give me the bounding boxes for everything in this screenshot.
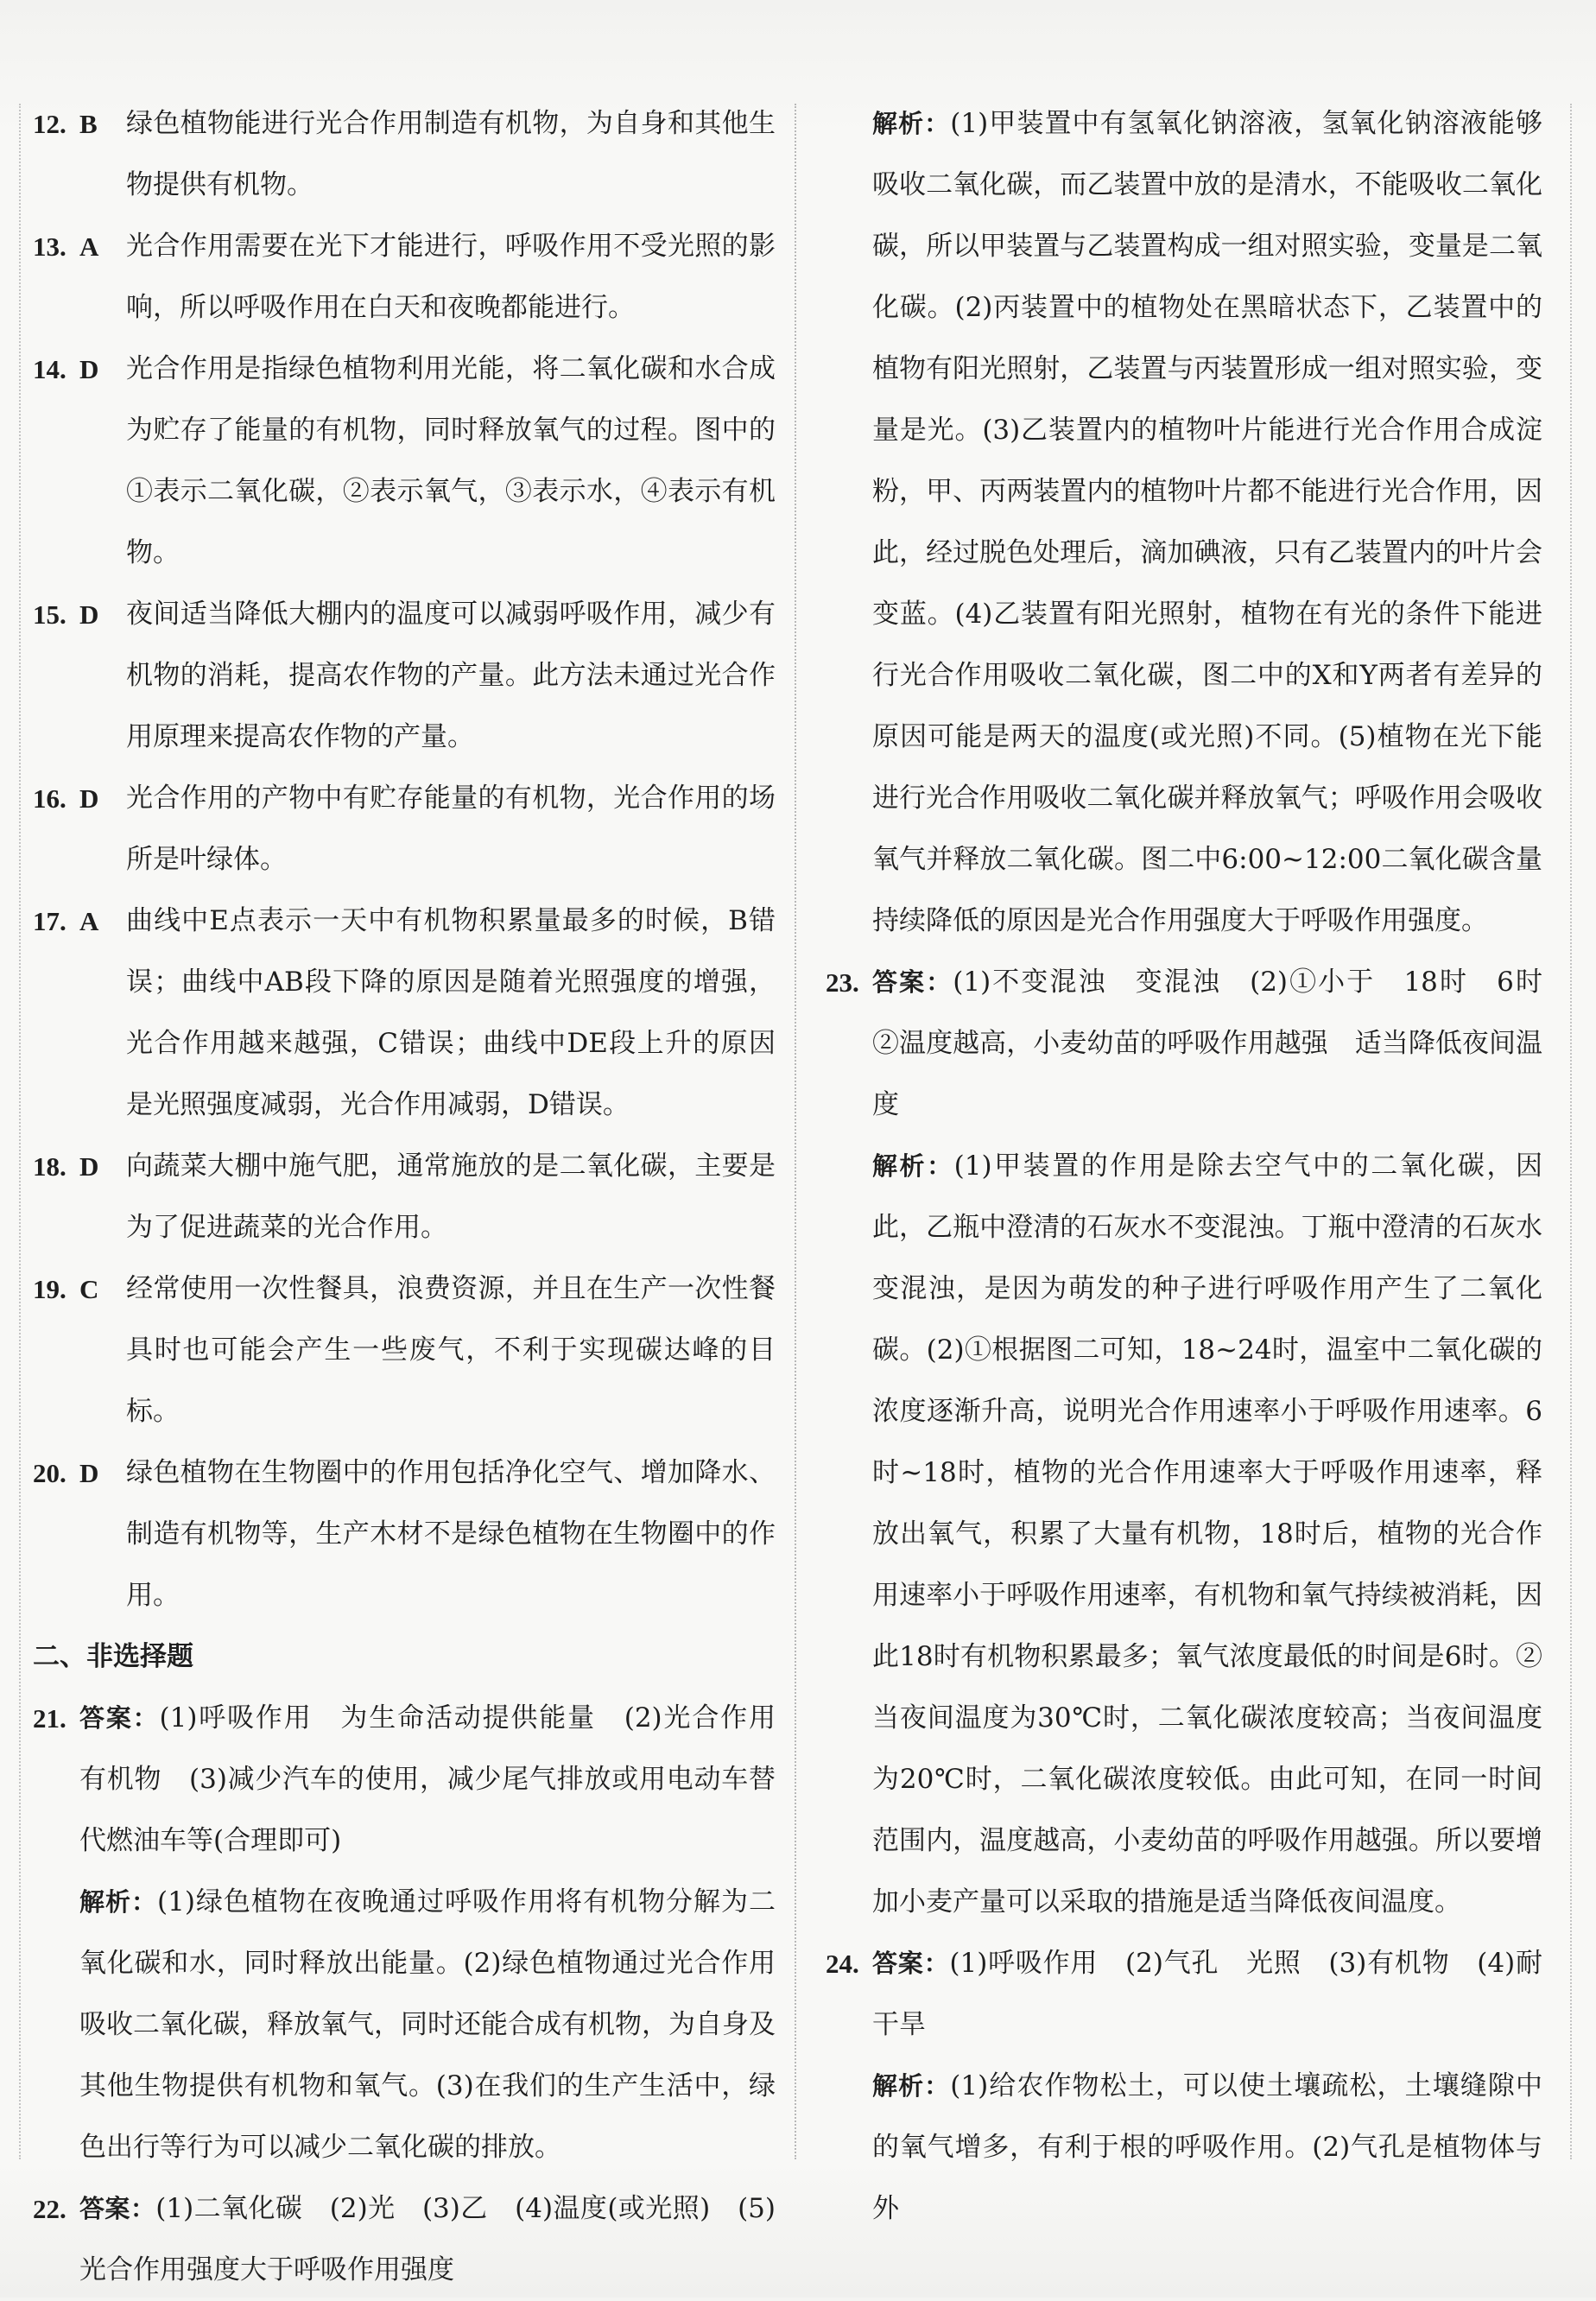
explanation-text: 绿色植物能进行光合作用制造有机物，为自身和其他生物提供有机物。: [126, 108, 776, 200]
left-page-border: [19, 104, 21, 2159]
choice-answer: C: [79, 1274, 99, 1304]
explanation-text: 夜间适当降低大棚内的温度可以减弱呼吸作用，减少有机物的消耗，提高农作物的产量。此方法未通过光合作用原理来提高农作物的产量。: [126, 599, 776, 752]
answer-item-12: [33, 93, 776, 216]
choice-answer: D: [79, 599, 99, 630]
question-number: 15.: [33, 599, 66, 630]
question-number: 13.: [33, 231, 66, 262]
answer-item-23: [826, 952, 1569, 1136]
analysis-label: 解析：: [872, 1151, 954, 1181]
analysis-text: (1)甲装置中有氢氧化钠溶液，氢氧化钠溶液能够吸收二氧化碳，而乙装置中放的是清水，不能吸收二氧化碳，所以甲装置与乙装置构成一组对照实验，变量是二氧化碳。(2)丙装置中的植物处在黑暗状态下，乙装置中的植物有阳光照射，乙装置与丙装置形成一组对照实验，变量是光。(3)乙装置内的植物叶片能进行光合作用合成淀粉，甲、丙两装置内的植物叶片都不能进行光合作用，因此，经过脱色处理后，滴加碘液，只有乙装置内的叶片会变蓝。(4)乙装置有阳光照射，植物在有光的条件下能进行光合作用吸收二氧化碳，图二中的X和Y两者有差异的原因可能是两天的温度(或光照)不同。(5)植物在光下能进行光合作用吸收二氧化碳并释放氧气；呼吸作用会吸收氧气并释放二氧化碳。图二中6:00~12:00二氧化碳含量持续降低的原因是光合作用强度大于呼吸作用强度。: [872, 108, 1542, 936]
answer-label: 答案：: [872, 1949, 950, 1978]
explanation-text: 光合作用需要在光下才能进行，呼吸作用不受光照的影响，所以呼吸作用在白天和夜晚都能进行。: [126, 231, 776, 323]
analysis-label: 解析：: [79, 1887, 158, 1917]
question-number: 22.: [33, 2194, 66, 2224]
analysis-label: 解析：: [872, 2071, 951, 2101]
explanation-text: 向蔬菜大棚中施气肥，通常施放的是二氧化碳，主要是为了促进蔬菜的光合作用。: [126, 1150, 776, 1243]
question-number: 18.: [33, 1151, 66, 1182]
question-number: 23.: [826, 967, 859, 998]
answer-block: [79, 2178, 776, 2301]
choice-answer: D: [79, 783, 99, 814]
analysis-text: (1)绿色植物在夜晚通过呼吸作用将有机物分解为二氧化碳和水，同时释放出能量。(2)绿色植物通过光合作用吸收二氧化碳，释放氧气，同时还能合成有机物，为自身及其他生物提供有机物和氧气。(3)在我们的生产生活中，绿色出行等行为可以减少二氧化碳的排放。: [79, 1886, 776, 2163]
analysis-24: [826, 2056, 1542, 2240]
answer-item-17: [33, 891, 776, 1136]
column-divider: [795, 104, 796, 2159]
explanation-text: 曲线中E点表示一天中有机物积累量最多的时候，B错误；曲线中AB段下降的原因是随着光照强度的增强，光合作用越来越强，C错误；曲线中DE段上升的原因是光照强度减弱，光合作用减弱，D错误。: [126, 905, 776, 1120]
answer-text: (1)二氧化碳 (2)光 (3)乙 (4)温度(或光照) (5)光合作用强度大于呼吸作用强度: [79, 2193, 776, 2285]
analysis-text: (1)甲装置的作用是除去空气中的二氧化碳，因此，乙瓶中澄清的石灰水不变混浊。丁瓶中澄清的石灰水变混浊，是因为萌发的种子进行呼吸作用产生了二氧化碳。(2)①根据图二可知，18~24时，温室中二氧化碳的浓度逐渐升高，说明光合作用速率小于呼吸作用速率。6时~18时，植物的光合作用速率大于呼吸作用速率，释放出氧气，积累了大量有机物，18时后，植物的光合作用速率小于呼吸作用速率，有机物和氧气持续被消耗，因此18时有机物积累最多；氧气浓度最低的时间是6时。②当夜间温度为30℃时，二氧化碳浓度较高；当夜间温度为20℃时，二氧化碳浓度较低。由此可知，在同一时间范围内，温度越高，小麦幼苗的呼吸作用越强。所以要增加小麦产量可以采取的措施是适当降低夜间温度。: [872, 1150, 1542, 1918]
answer-item-19: [33, 1258, 776, 1442]
right-column: [826, 93, 1569, 2240]
left-column: [33, 93, 802, 2301]
answer-block: [872, 1933, 1542, 2056]
answer-item-22: [33, 2178, 776, 2301]
choice-answer: D: [79, 1458, 99, 1488]
right-page-border: [1570, 104, 1572, 2159]
question-number: 16.: [33, 783, 66, 814]
analysis-23: [826, 1136, 1542, 1933]
answer-text: (1)不变混浊 变混浊 (2)①小于 18时 6时 ②温度越高，小麦幼苗的呼吸作用越强 适当降低夜间温度: [872, 967, 1569, 1120]
analysis-22: [826, 93, 1542, 952]
question-number: 24.: [826, 1949, 859, 1979]
choice-answer: D: [79, 1151, 99, 1182]
answer-label: 答案：: [872, 967, 953, 997]
explanation-text: 经常使用一次性餐具，浪费资源，并且在生产一次性餐具时也可能会产生一些废气，不利于实现碳达峰的目标。: [126, 1273, 776, 1427]
choice-answer: A: [79, 906, 99, 936]
section-heading: 二、非选择题: [33, 1641, 193, 1672]
answer-item-14: [33, 339, 776, 584]
answer-item-13: [33, 216, 776, 339]
answer-label: 答案：: [79, 1703, 160, 1733]
explanation-text: 光合作用的产物中有贮存能量的有机物，光合作用的场所是叶绿体。: [126, 783, 776, 875]
answer-block: [79, 1688, 802, 1872]
answer-label: 答案：: [79, 2194, 156, 2223]
analysis-label: 解析：: [872, 109, 951, 138]
answer-block: [872, 952, 1569, 1136]
analysis-21: [33, 1872, 776, 2178]
answer-item-15: [33, 584, 776, 768]
answer-item-18: [33, 1136, 776, 1258]
explanation-text: 绿色植物在生物圈中的作用包括净化空气、增加降水、制造有机物等，生产木材不是绿色植物在生物圈中的作用。: [126, 1457, 776, 1611]
answer-text: (1)呼吸作用 (2)气孔 光照 (3)有机物 (4)耐干旱: [872, 1948, 1542, 2040]
answer-text: (1)呼吸作用 为生命活动提供能量 (2)光合作用 有机物 (3)减少汽车的使用，减少尾气排放或用电动车替代燃油车等(合理即可): [79, 1702, 802, 1856]
choice-answer: A: [79, 231, 99, 262]
question-number: 21.: [33, 1703, 66, 1734]
choice-answer: B: [79, 109, 98, 139]
answer-item-24: [826, 1933, 1542, 2056]
question-number: 17.: [33, 906, 66, 936]
question-number: 20.: [33, 1458, 66, 1488]
answer-item-16: [33, 768, 776, 891]
answer-item-20: [33, 1442, 776, 1626]
question-number: 14.: [33, 354, 66, 384]
question-number: 12.: [33, 109, 66, 139]
explanation-text: 光合作用是指绿色植物利用光能，将二氧化碳和水合成为贮存了能量的有机物，同时释放氧气的过程。图中的①表示二氧化碳，②表示氧气，③表示水，④表示有机物。: [126, 353, 776, 568]
answer-item-21: [33, 1688, 802, 1872]
analysis-text: (1)给农作物松土，可以使土壤疏松，土壤缝隙中的氧气增多，有利于根的呼吸作用。(2)气孔是植物体与外: [872, 2070, 1542, 2224]
question-number: 19.: [33, 1274, 66, 1304]
choice-answer: D: [79, 354, 99, 384]
